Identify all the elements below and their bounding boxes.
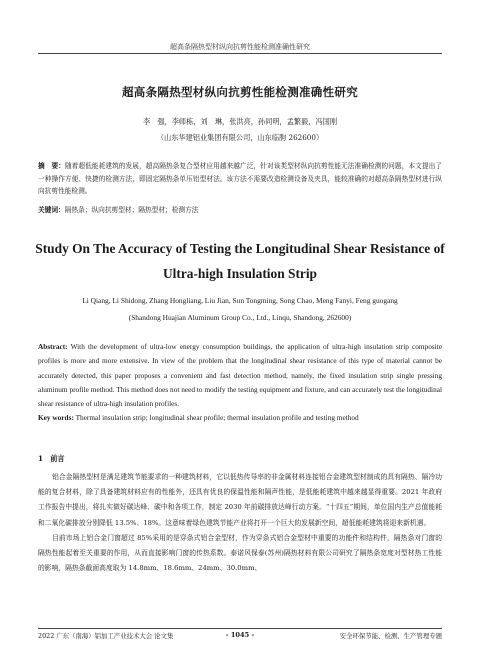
running-header: 超高条隔热型材纵向抗剪性能检测准确性研究 — [170, 43, 310, 51]
abstract-en — [38, 340, 442, 411]
paper-title-cn: 超高条隔热型材纵向抗剪性能检测准确性研究 — [122, 85, 358, 99]
abstract-cn — [38, 160, 442, 198]
keywords-text-cn: 隔热条；纵向抗剪型材；隔热型材；检测方法 — [64, 206, 199, 214]
affiliation-en: (Shandong Huajian Aluminum Group Co., Ltd., Linqu, Shandong, 262600) — [128, 313, 352, 322]
abstract-label-cn: 摘 要： — [38, 162, 65, 170]
footer-rule — [38, 628, 442, 629]
keywords-text-en: Thermal insulation strip; longitudinal shear profile; thermal insulation profile and testing method — [75, 413, 359, 422]
affiliation-cn: （山东华建铝业集团有限公司，山东临朐 262600） — [156, 133, 324, 142]
body-paragraph: 铝合金隔热型材是满足建筑节能要求的一种建筑材料，它以低热传导率的非金属材料连接铝合金建筑型材制成的具有隔热、隔冷功能的复合材料，除了具备建筑材料应有的性能外，还具有优良的保温性能和隔声性能，是低能耗建筑中越来越显得重要。2021 年政府工作报告中提出，将扎实做好碳达峰、碳中和各项工作，制定 2030 年前碳排放达峰行动方案。“十四五”期间，单位国内生产总值能耗和二氧化碳排放分别降低 13.5%、18%。这意味着绿色建筑节能产业将打开一个巨大的发展新空间，超低能耗建筑将迎来新机遇。 — [38, 473, 442, 527]
keywords-label-cn: 关键词： — [38, 206, 65, 214]
authors-en: Li Qiang, Li Shidong, Zhang Hongliang, Liu Jian, Sun Tongming, Song Chao, Meng Fanyi, Feng guogang — [82, 296, 398, 305]
authors-cn: 李 强，李师栋，刘 琳，张洪亮，孙同明，孟繁毅，冯国刚 — [142, 117, 338, 126]
paper-title-en — [0, 236, 480, 286]
title-en-line2: Ultra-high Insulation Strip — [162, 266, 318, 281]
footer-topic: 安全环保节能、检测、生产管理专题 — [339, 632, 442, 640]
footer-proceedings: 2022 广东（南海）铝加工产业技术大会 论文集 — [38, 632, 174, 640]
title-en-line1: Study On The Accuracy of Testing the Longitudinal Shear Resistance of — [35, 241, 445, 256]
body-paragraph: 目前市场上铝合金门窗超过 85%采用的是穿条式铝合金型材，作为穿条式铝合金型材中重要的功能件和结构件，隔热条对门窗的隔热性能起着至关重要的作用，从而直接影响门窗的传热系数。泰诺风保泰(苏州)隔热材料有限公司研究了隔热条宽度对型材热工性能的影响，隔热条截面高度取为 14.8mm、18.6mm、24mm、30.0mm、 — [38, 533, 442, 573]
section-body — [38, 470, 442, 576]
section-heading: 1 前言 — [38, 454, 65, 463]
abstract-label-en: Abstract: — [38, 342, 68, 351]
keywords-cn — [38, 204, 442, 217]
abstract-text-en: With the development of ultra-low energy consumption buildings, the application of ultra-high insulation strip composite profiles is more and more extensive. In view of the problem that the longitudinal shear resistance of this type of material cannot be accurately detected, this paper proposes a convenient and fast detection method, namely, the fixed insulation strip single pressing aluminum profile method. This method does not need to modify the testing equipment and fixture, and can accurately test the longitudinal shear resistance of ultra-high insulation profiles. — [38, 342, 442, 409]
abstract-text-cn: 随着超低能耗建筑的发展，超高隔热条复合型材应用越来越广泛，针对该类型材纵向抗剪性能无法准确检测的问题，本文提出了一种操作方便、快捷的检测方法，即固定隔热条单压铝型材法。该方法不需要改造检测设备及夹具，能较准确的对超高条隔热型材进行纵向抗剪性能检测。 — [38, 162, 442, 196]
keywords-label-en: Key words: — [38, 413, 74, 422]
page-number: - 1045 - — [225, 631, 255, 639]
header-rule — [38, 53, 442, 54]
keywords-en — [38, 412, 442, 425]
